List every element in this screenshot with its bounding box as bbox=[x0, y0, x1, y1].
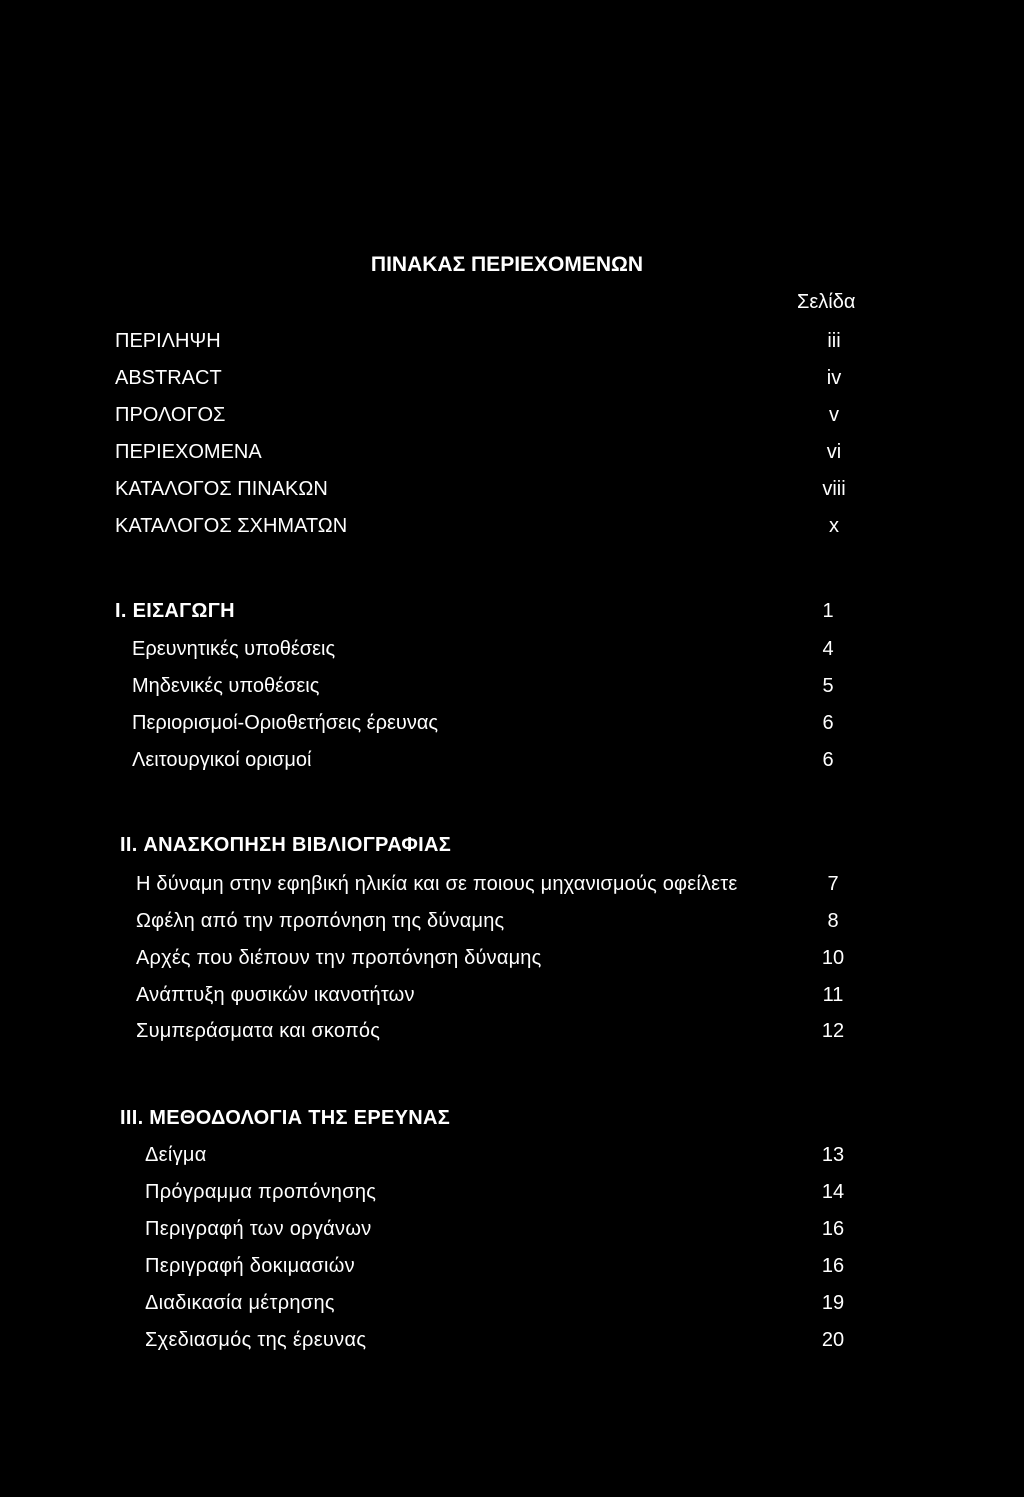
toc-entry-page: 8 bbox=[827, 910, 839, 932]
toc-entry-page: iii bbox=[827, 330, 841, 352]
toc-entry-page: vi bbox=[826, 441, 842, 463]
toc-entry-label: Λειτουργικοί ορισμοί bbox=[132, 749, 312, 771]
chapter-heading: I. ΕΙΣΑΓΩΓΗ bbox=[115, 600, 235, 622]
toc-entry-page: 20 bbox=[821, 1329, 845, 1351]
toc-entry-label: Ωφέλη από την προπόνηση της δύναμης bbox=[136, 910, 505, 932]
toc-entry-label: Δείγμα bbox=[145, 1144, 207, 1166]
chapter-heading: III. ΜΕΘΟΔΟΛΟΓΙΑ ΤΗΣ ΕΡΕΥΝΑΣ bbox=[120, 1107, 451, 1129]
toc-entry-label: ABSTRACT bbox=[115, 367, 222, 389]
toc-entry-page: 7 bbox=[827, 873, 839, 895]
chapter-heading: II. ΑΝΑΣΚΟΠΗΣΗ ΒΙΒΛΙΟΓΡΑΦΙΑΣ bbox=[120, 834, 452, 856]
toc-entry-label: Αρχές που διέπουν την προπόνηση δύναμης bbox=[136, 947, 542, 969]
toc-entry-page: 6 bbox=[822, 712, 834, 734]
toc-entry-page: 14 bbox=[821, 1181, 845, 1203]
toc-entry-page: 13 bbox=[821, 1144, 845, 1166]
toc-entry-page: 6 bbox=[822, 749, 834, 771]
toc-entry-label: Συμπεράσματα και σκοπός bbox=[136, 1020, 381, 1042]
toc-entry-label: ΠΡΟΛΟΓΟΣ bbox=[115, 404, 226, 426]
toc-entry-label: ΠΕΡΙΕΧΟΜΕΝΑ bbox=[115, 441, 262, 463]
toc-entry-page: 16 bbox=[821, 1218, 845, 1240]
toc-entry-page: 4 bbox=[822, 638, 834, 660]
toc-entry-label: Ερευνητικές υποθέσεις bbox=[132, 638, 336, 660]
toc-entry-label: Πρόγραμμα προπόνησης bbox=[145, 1181, 377, 1203]
toc-entry-label: ΚΑΤΑΛΟΓΟΣ ΠΙΝΑΚΩΝ bbox=[115, 478, 328, 500]
toc-entry-page: 19 bbox=[821, 1292, 845, 1314]
toc-entry-label: ΠΕΡΙΛΗΨΗ bbox=[115, 330, 221, 352]
toc-entry-page: 12 bbox=[821, 1020, 845, 1042]
toc-entry-label: Περιγραφή δοκιμασιών bbox=[145, 1255, 355, 1277]
toc-entry-label: Διαδικασία μέτρησης bbox=[145, 1292, 335, 1314]
toc-entry-label: Μηδενικές υποθέσεις bbox=[132, 675, 320, 697]
chapter-page: 1 bbox=[822, 600, 834, 622]
toc-entry-page: v bbox=[829, 404, 839, 426]
toc-entry-page: 11 bbox=[822, 984, 844, 1006]
toc-entry-page: iv bbox=[826, 367, 842, 389]
page-title: ΠΙΝΑΚΑΣ ΠΕΡΙΕΧΟΜΕΝΩΝ bbox=[370, 253, 644, 276]
toc-entry-label: Ανάπτυξη φυσικών ικανοτήτων bbox=[136, 984, 415, 1006]
toc-entry-page: 5 bbox=[822, 675, 834, 697]
toc-entry-label: Η δύναμη στην εφηβική ηλικία και σε ποιους μηχανισμούς οφείλετε bbox=[136, 873, 738, 895]
toc-entry-page: 16 bbox=[821, 1255, 845, 1277]
page-column-header: Σελίδα bbox=[797, 291, 856, 313]
toc-entry-page: 10 bbox=[821, 947, 845, 969]
toc-entry-label: Σχεδιασμός της έρευνας bbox=[145, 1329, 367, 1351]
toc-entry-page: x bbox=[829, 515, 839, 537]
toc-entry-label: Περιορισμοί-Οριοθετήσεις έρευνας bbox=[132, 712, 439, 734]
toc-entry-page: viii bbox=[822, 478, 846, 500]
toc-entry-label: Περιγραφή των οργάνων bbox=[145, 1218, 372, 1240]
toc-entry-label: ΚΑΤΑΛΟΓΟΣ ΣΧΗΜΑΤΩΝ bbox=[115, 515, 348, 537]
